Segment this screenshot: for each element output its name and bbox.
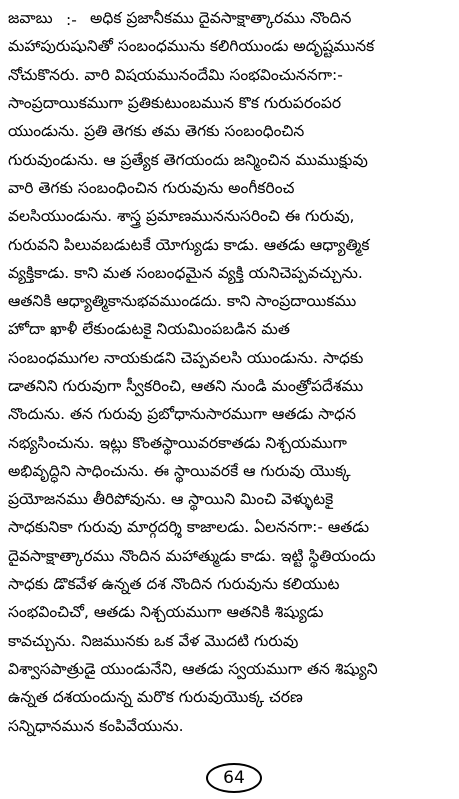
body-text	[8, 6, 456, 742]
text-line	[8, 402, 456, 430]
text-line-5: యుండును. ప్రతి తెగకు తమ తెగకు సంబంధించిన	[8, 122, 305, 141]
text-line	[8, 261, 456, 289]
text-line-8: వలసియుండును. శాస్త్ర ప్రమాణముననుసరించి ఈ గురువు,	[8, 207, 355, 226]
text-line-3: నోచుకొనరు. వారి విషయమునందేమి సంభవించుననగా:-	[8, 65, 343, 84]
text-line	[8, 317, 456, 345]
text-line-21: సాధకు డొకవేళ ఉన్నత దశ నొందిన గురువును కలియుట	[8, 575, 340, 594]
text-line-4: సాంప్రదాయికముగా ప్రతికుటుంబమున కొక గురుపరంపర	[8, 94, 342, 113]
text-line	[8, 6, 456, 34]
text-line	[8, 430, 456, 458]
text-line-16: నభ్యసించును. ఇట్లు కొంతస్థాయివరకాతడు నిశ్చయముగా	[8, 433, 347, 452]
text-line	[8, 374, 456, 402]
text-line	[8, 713, 456, 741]
text-line-9: గురువని పిలువబడుటకే యోగ్యుడు కాడు. ఆతడు ఆధ్యాత్మిక	[8, 235, 370, 254]
text-line	[8, 487, 456, 515]
text-line-1: అధిక ప్రజానీకము దైవసాక్షాత్కారము నొందిన	[90, 9, 352, 28]
text-line-15: నొందును. తన గురువు ప్రబోధానుసారముగా ఆతడు సాధన	[8, 405, 356, 424]
answer-separator: :-	[66, 11, 77, 30]
answer-label: జవాబు	[8, 9, 53, 28]
text-line	[8, 459, 456, 487]
text-line	[8, 63, 456, 91]
text-line	[8, 629, 456, 657]
text-line-17: అభివృద్ధిని సాధించును. ఈ స్థాయివరకే ఆ గురువు యొక్క	[8, 461, 351, 480]
text-line	[8, 204, 456, 232]
text-line	[8, 232, 456, 260]
text-line	[8, 91, 456, 119]
text-line-23: కావచ్చును. నిజమునకు ఒక వేళ మొదటి గురువు	[8, 631, 299, 650]
text-line-19: సాధకునికా గురువు మార్గదర్శి కాజాలడు. ఏలననగా:- ఆతడు	[8, 518, 370, 537]
text-line	[8, 147, 456, 175]
text-line	[8, 289, 456, 317]
text-line-7: వారి తెగకు సంబంధించిన గురువును అంగీకరించ	[8, 178, 295, 197]
text-line-20: దైవసాక్షాత్కారము నొందిన మహాత్ముడు కాడు. ఇట్టి స్థితియందు	[8, 546, 376, 565]
text-line	[8, 572, 456, 600]
text-line-25: ఉన్నత దశయందున్న మరొక గురువుయొక్క చరణ	[8, 688, 303, 707]
text-line-2: మహాపురుషునితో సంబంధమును కలిగియుండు అదృష్టమునక	[8, 37, 375, 56]
text-line-24: విశ్వాసపాత్రుడై యుండునేని, ఆతడు స్వయముగా తన శిష్యుని	[8, 659, 378, 678]
text-line-6: గురువుండును. ఆ ప్రత్యేక తెగయందు జన్మించిన ముముక్షువు	[8, 150, 368, 169]
text-line-14: డాతనిని గురువుగా స్వీకరించి, ఆతని నుండి మంత్రోపదేశము	[8, 377, 364, 395]
text-line-10: వ్యక్తికాడు. కాని మత సంబంధమైన వ్యక్తి యనిచెప్పవచ్చును.	[8, 263, 363, 282]
text-line	[8, 176, 456, 204]
text-line	[8, 346, 456, 374]
text-line-11: ఆతనికి ఆధ్యాత్మికానుభవముండదు. కాని సాంప్రదాయికము	[8, 292, 357, 311]
text-line-22: సంభవించిచో, ఆతడు నిశ్చయముగా ఆతనికి శిష్యుడు	[8, 603, 324, 622]
text-line	[8, 600, 456, 628]
text-line-12: హోదా ఖాళీ లేకుండుటకై నియమింపబడిన మత	[8, 320, 290, 339]
text-line-26: సన్నిధానమున కంపివేయును.	[8, 716, 184, 735]
text-line	[8, 657, 456, 685]
text-line-13: సంబంధముగల నాయకుడని చెప్పవలసి యుండును. సాధకు	[8, 348, 364, 367]
page-number: 64	[206, 763, 262, 793]
text-line	[8, 685, 456, 713]
text-line	[8, 119, 456, 147]
text-line	[8, 34, 456, 62]
text-line	[8, 544, 456, 572]
text-line	[8, 515, 456, 543]
text-line-18: ప్రయోజనము తీరిపోవును. ఆ స్థాయిని మించి వెళ్ళుటకై	[8, 490, 334, 509]
